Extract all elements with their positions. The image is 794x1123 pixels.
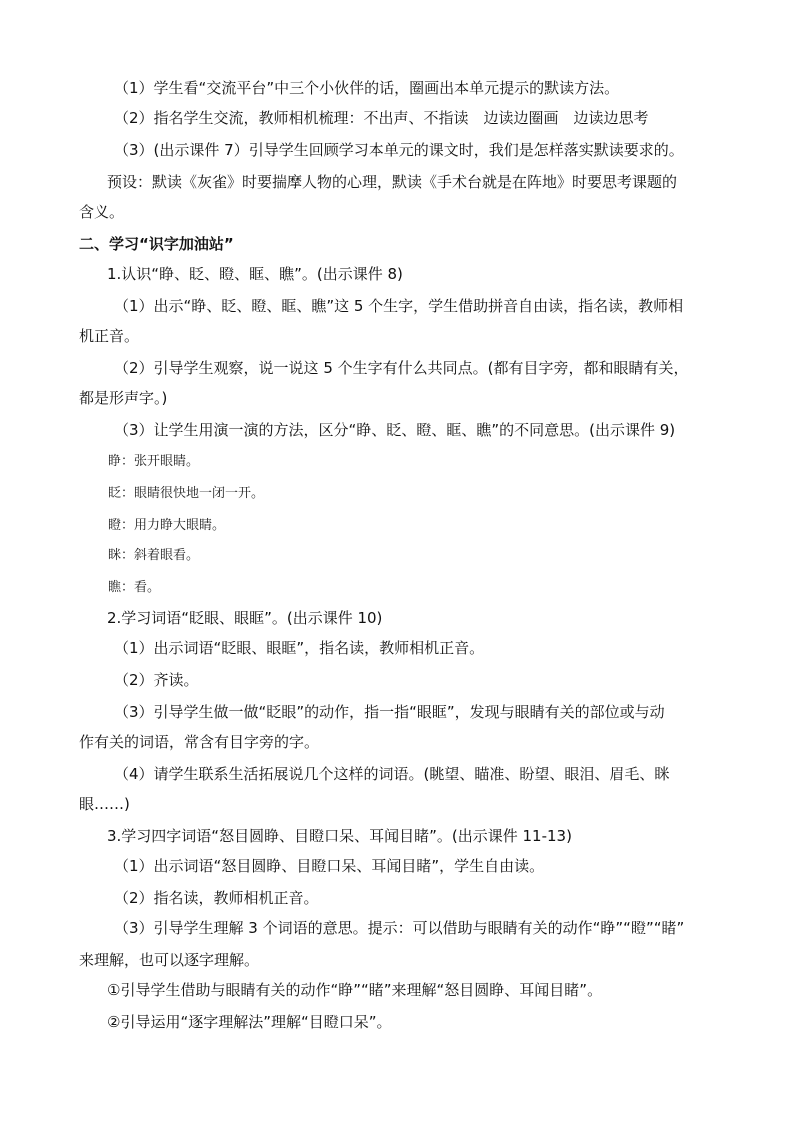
paragraph: 作有关的词语，常含有目字旁的字。 xyxy=(79,733,320,751)
paragraph: （2）引导学生观察，说一说这 5 个生字有什么共同点。(都有目字旁，都和眼睛有关， xyxy=(114,359,689,377)
paragraph: （1）出示词语“眨眼、眼眶”，指名读，教师相机正音。 xyxy=(114,639,485,657)
paragraph: ①引导学生借助与眼睛有关的动作“睁”“睹”来理解“怒目圆睁、耳闻目睹”。 xyxy=(107,981,603,999)
paragraph: （2）指名读，教师相机正音。 xyxy=(114,889,319,907)
definition-item: 睁：张开眼睛。 xyxy=(108,454,200,469)
paragraph: 预设：默读《灰雀》时要揣摩人物的心理，默读《手术台就是在阵地》时要思考课题的 xyxy=(107,173,678,191)
definition-item: 眨：眼睛很快地一闭一开。 xyxy=(108,486,265,501)
paragraph: （3）让学生用演一演的方法，区分“睁、眨、瞪、眶、瞧”的不同意思。(出示课件 9) xyxy=(114,421,676,439)
paragraph: 都是形声字。) xyxy=(79,389,168,407)
paragraph: （3）(出示课件 7）引导学生回顾学习本单元的课文时，我们是怎样落实默读要求的。 xyxy=(114,141,684,159)
paragraph: （2）指名学生交流，教师相机梳理：不出声、不指读 边读边圈画 边读边思考 xyxy=(114,109,649,127)
definition-item: 眯：斜着眼看。 xyxy=(108,548,200,563)
paragraph: （4）请学生联系生活拓展说几个这样的词语。(眺望、瞄准、盼望、眼泪、眉毛、眯 xyxy=(114,765,670,783)
definition-item: 瞪：用力睁大眼睛。 xyxy=(108,518,226,533)
subsection-title: 1.认识“睁、眨、瞪、眶、瞧”。(出示课件 8) xyxy=(107,265,403,283)
paragraph: （1）学生看“交流平台”中三个小伙伴的话，圈画出本单元提示的默读方法。 xyxy=(114,79,620,97)
paragraph: ②引导运用“逐字理解法”理解“目瞪口呆”。 xyxy=(107,1013,392,1031)
paragraph: （3）引导学生做一做“眨眼”的动作，指一指“眼眶”，发现与眼睛有关的部位或与动 xyxy=(114,703,665,721)
paragraph: （1）出示“睁、眨、瞪、眶、瞧”这 5 个生字，学生借助拼音自由读，指名读，教师相 xyxy=(114,297,684,315)
paragraph: 机正音。 xyxy=(79,327,140,345)
paragraph: 眼……) xyxy=(79,795,130,813)
paragraph: 含义。 xyxy=(79,203,125,221)
subsection-title: 2.学习词语“眨眼、眼眶”。(出示课件 10) xyxy=(107,609,383,627)
section-heading: 二、学习“识字加油站” xyxy=(79,235,234,253)
paragraph: （2）齐读。 xyxy=(114,671,199,689)
subsection-title: 3.学习四字词语“怒目圆睁、目瞪口呆、耳闻目睹”。(出示课件 11-13) xyxy=(107,827,572,845)
paragraph: （3）引导学生理解 3 个词语的意思。提示：可以借助与眼睛有关的动作“睁”“瞪”“睹” xyxy=(114,919,685,937)
paragraph: 来理解，也可以逐字理解。 xyxy=(79,951,260,969)
definition-item: 瞧：看。 xyxy=(108,580,161,595)
paragraph: （1）出示词语“怒目圆睁、目瞪口呆、耳闻目睹”，学生自由读。 xyxy=(114,857,545,875)
